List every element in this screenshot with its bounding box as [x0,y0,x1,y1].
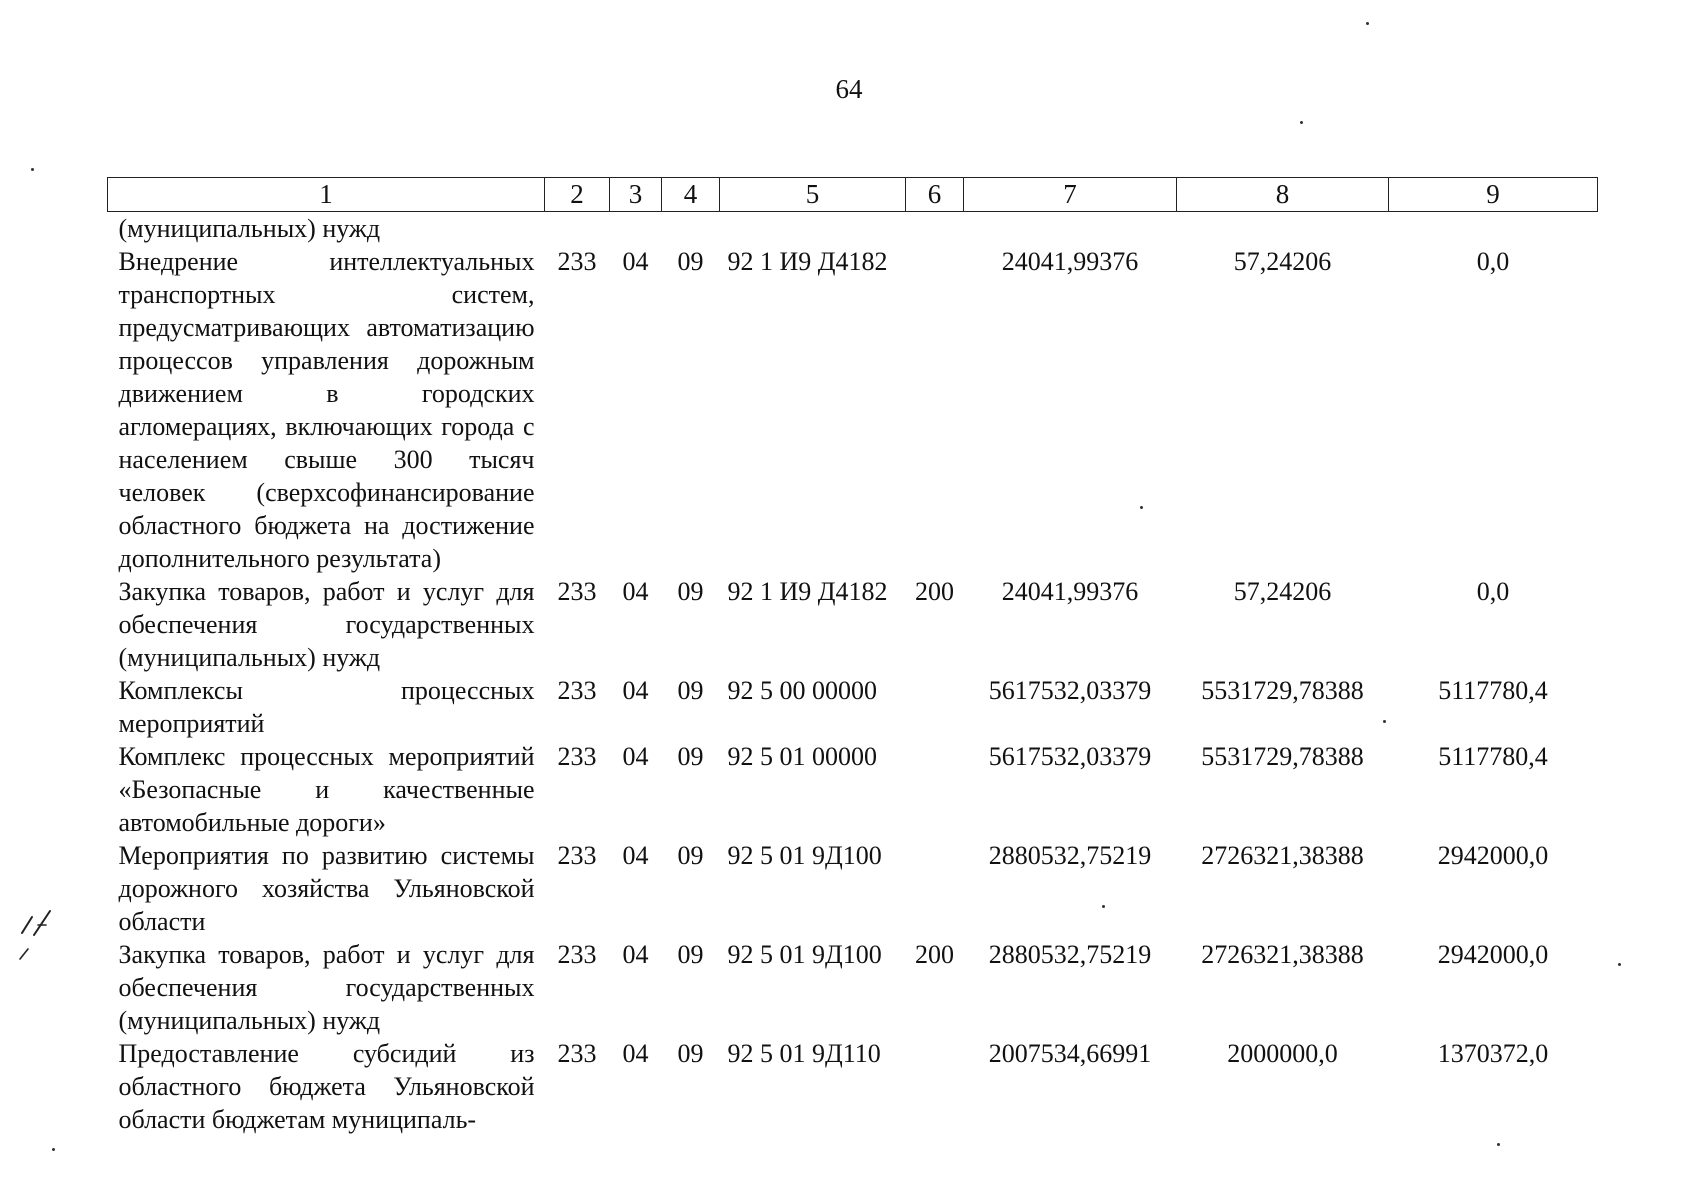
row-col-5: 92 5 01 9Д100 [727,940,882,969]
row-col-9: 0,0 [1476,247,1510,276]
row-col-6 [906,839,964,938]
row-col-4: 09 [677,247,704,276]
row-col-6 [906,245,964,575]
header-col-2: 2 [545,178,610,212]
row-col-8 [1177,212,1389,246]
row-col-3 [610,212,662,246]
row-col-3: 04 [622,247,649,276]
row-col-7: 24041,99376 [1001,247,1139,276]
row-col-9: 2942000,0 [1437,940,1549,969]
header-col-6: 6 [906,178,964,212]
budget-table-container [107,177,1597,1136]
page-number: 64 [835,74,863,104]
row-col-7: 2880532,75219 [988,940,1152,969]
table-row [108,938,1598,1037]
row-col-8: 57,24206 [1233,577,1332,606]
row-description: Закупка товаров, работ и услуг для обеспечения государственных (муниципальных) нужд [118,577,535,672]
row-col-4: 09 [677,841,704,870]
header-col-7: 7 [964,178,1177,212]
row-col-5: 92 1 И9 Д4182 [727,577,888,606]
row-col-2: 233 [557,577,597,606]
header-col-4: 4 [662,178,720,212]
row-col-6 [906,674,964,740]
row-col-9: 5117780,4 [1438,742,1548,771]
row-col-4: 09 [677,1039,704,1068]
row-col-6: 200 [915,577,954,606]
row-description: Комплекс процессных мероприятий «Безопасные и качественные автомобильные дороги» [118,742,535,837]
row-col-5: 92 1 И9 Д4182 [727,247,888,276]
row-col-9: 0,0 [1476,577,1510,606]
row-col-2: 233 [557,742,597,771]
row-col-9: 1370372,0 [1437,1039,1549,1068]
row-col-2 [545,212,610,246]
row-col-5: 92 5 01 00000 [727,742,877,771]
table-row [108,575,1598,674]
row-col-7 [964,212,1177,246]
budget-table [107,177,1598,1136]
row-description: Комплексы процессных мероприятий [118,676,535,738]
table-row [108,740,1598,839]
scan-speck [52,1148,55,1151]
row-col-9: 5117780,4 [1438,676,1548,705]
header-col-9: 9 [1389,178,1598,212]
row-col-3: 04 [622,742,649,771]
table-header [108,178,1598,212]
row-col-7: 5617532,03379 [988,742,1152,771]
scan-speck [1140,506,1143,509]
row-col-4: 09 [677,676,704,705]
row-col-7: 2880532,75219 [988,841,1152,870]
row-col-8: 5531729,78388 [1201,742,1364,771]
scan-speck [1366,22,1369,25]
row-col-2: 233 [557,676,597,705]
row-description: Предоставление субсидий из областного бюджета Ульяновской области бюджетам муниципаль- [118,1039,535,1134]
row-col-4: 09 [677,940,704,969]
row-col-7: 24041,99376 [1001,577,1139,606]
row-col-3: 04 [622,841,649,870]
row-col-2: 233 [557,247,597,276]
header-row [108,178,1598,212]
table-row [108,212,1598,246]
table-row [108,245,1598,575]
table-row [108,674,1598,740]
row-col-3: 04 [622,1039,649,1068]
row-description: Внедрение интеллектуальных транспортных систем, предусматривающих автоматизацию процессов управления дорожным движением в городских агломерациях, включающих города с населением свыше 300 тысяч человек (сверхсофинансирование областного бюджета на достижение дополнительного результата) [118,247,535,573]
row-col-3: 04 [622,577,649,606]
table-body [108,212,1598,1137]
row-col-7: 2007534,66991 [988,1039,1152,1068]
row-col-6 [906,1037,964,1136]
handwritten-margin-mark-icon [16,905,64,965]
header-col-1: 1 [108,178,545,212]
row-col-8: 2000000,0 [1227,1039,1338,1068]
table-row [108,1037,1598,1136]
header-col-8: 8 [1177,178,1389,212]
row-col-6 [906,740,964,839]
header-col-5: 5 [720,178,906,212]
row-col-9: 2942000,0 [1437,841,1549,870]
row-col-4: 09 [677,577,704,606]
scan-speck [1497,1143,1500,1146]
row-col-8: 2726321,38388 [1201,940,1364,969]
row-col-8: 5531729,78388 [1201,676,1364,705]
header-col-3: 3 [610,178,662,212]
row-col-5: 92 5 01 9Д100 [727,841,882,870]
row-col-4: 09 [677,742,704,771]
row-col-5: 92 5 00 00000 [727,676,877,705]
scan-speck [1102,905,1105,908]
scan-speck [1618,963,1621,966]
row-col-5 [720,212,906,246]
row-col-5: 92 5 01 9Д110 [727,1039,881,1068]
row-col-8: 2726321,38388 [1201,841,1364,870]
row-col-7: 5617532,03379 [988,676,1152,705]
row-col-3: 04 [622,676,649,705]
row-col-9 [1389,212,1598,246]
row-col-6 [906,212,964,246]
row-description: Мероприятия по развитию системы дорожного хозяйства Ульяновской области [118,841,535,936]
row-col-3: 04 [622,940,649,969]
scan-speck [1383,720,1386,723]
row-description: Закупка товаров, работ и услуг для обеспечения государственных (муниципальных) нужд [118,940,535,1035]
scan-speck [1300,121,1303,124]
row-description: (муниципальных) нужд [118,214,381,243]
row-col-4 [662,212,720,246]
row-col-8: 57,24206 [1233,247,1332,276]
table-row [108,839,1598,938]
row-col-2: 233 [557,841,597,870]
row-col-2: 233 [557,1039,597,1068]
row-col-6: 200 [915,940,954,969]
row-col-2: 233 [557,940,597,969]
scan-speck [31,168,34,171]
